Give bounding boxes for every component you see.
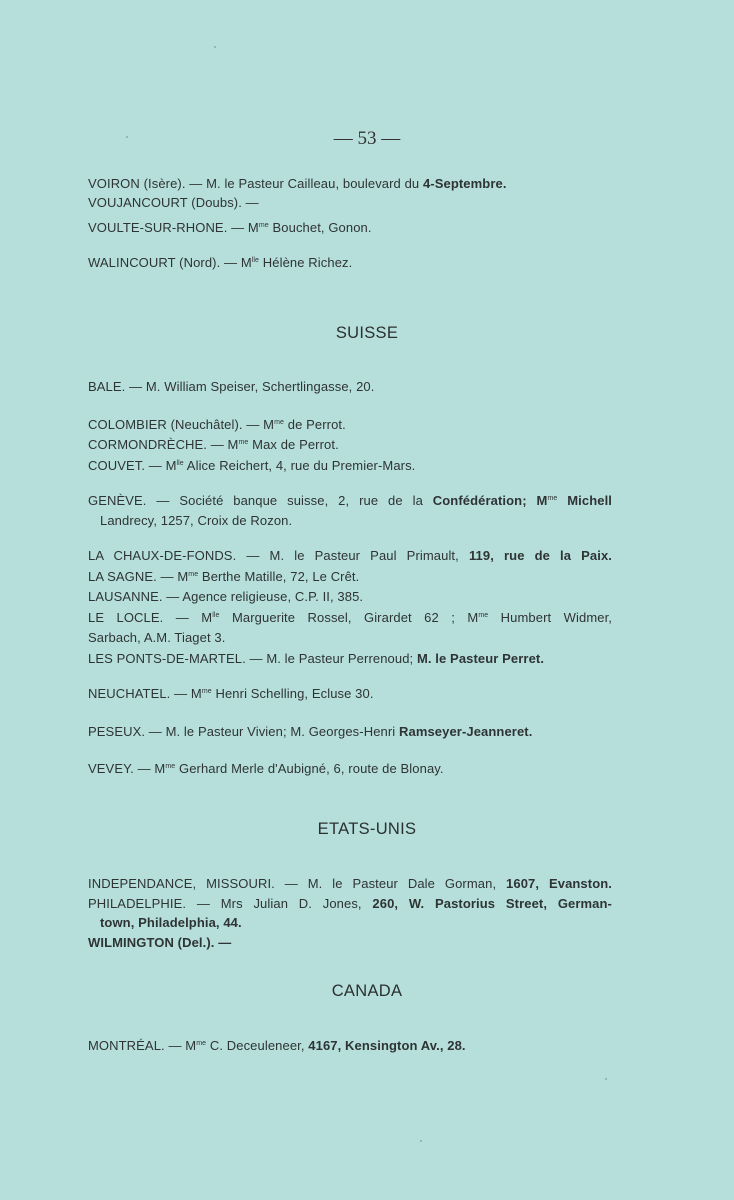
entry-cormondreche: CORMONDRÈCHE. — $M^{me}$ Max de Perrot.: [88, 437, 339, 452]
page-number: — 53 —: [333, 128, 401, 149]
paper-speck: [214, 46, 216, 48]
entry-philadelphie: PHILADELPHIE. — Mrs Julian D. Jones, 260, W. Pastorius Street, German-: [88, 896, 612, 911]
entry-peseux: PESEUX. — M. le Pasteur Vivien; M. Georges-Henri Ramseyer-Jeanneret.: [88, 724, 533, 739]
section-heading-suisse: SUISSE: [335, 324, 399, 342]
entry-voulte: VOULTE-SUR-RHONE. — $M^{me}$ Bouchet, Gonon.: [88, 220, 372, 235]
entry-le-locle: LE LOCLE. — $M^{lle}$ Marguerite Rossel, Girardet 62 ; $M^{me}$ Humbert Widmer,: [88, 610, 613, 625]
entry-les-ponts-de-martel: LES PONTS-DE-MARTEL. — M. le Pasteur Perrenoud; M. le Pasteur Perret.: [88, 651, 545, 666]
entry-wilmington: WILMINGTON (Del.). —: [88, 935, 232, 950]
entry-le-locle-cont: Sarbach, A.M. Tiaget 3.: [88, 630, 226, 645]
entry-la-chaux-de-fonds: LA CHAUX-DE-FONDS. — M. le Pasteur Paul Primault, 119, rue de la Paix.: [88, 548, 612, 563]
entry-walincourt: WALINCOURT (Nord). — $M^{lle}$ Hélène Richez.: [88, 255, 353, 270]
entry-la-sagne: LA SAGNE. — $M^{me}$ Berthe Matille, 72, Le Crêt.: [88, 569, 360, 584]
entry-geneve: GENÈVE. — Société banque suisse, 2, rue de la Confédération; $M^{me}$ Michell: [88, 493, 613, 508]
entry-colombier: COLOMBIER (Neuchâtel). — $M^{me}$ de Perrot.: [88, 417, 346, 432]
entry-philadelphie-cont: town, Philadelphia, 44.: [100, 915, 242, 930]
entry-bale: BALE. — M. William Speiser, Schertlingasse, 20.: [88, 379, 375, 394]
entry-vevey: VEVEY. — $M^{me}$ Gerhard Merle d'Aubigné, 6, route de Blonay.: [88, 761, 444, 776]
entry-lausanne: LAUSANNE. — Agence religieuse, C.P. II, 385.: [88, 589, 364, 604]
entry-voiron: VOIRON (Isère). — M. le Pasteur Cailleau, boulevard du 4-Septembre.: [88, 176, 507, 191]
paper-speck: [420, 1140, 422, 1142]
entry-geneve-cont: Landrecy, 1257, Croix de Rozon.: [100, 513, 293, 528]
section-heading-canada: CANADA: [331, 982, 403, 1000]
entry-montreal: MONTRÉAL. — $M^{me}$ C. Deceuleneer, 4167, Kensington Av., 28.: [88, 1038, 466, 1053]
paper-speck: [126, 136, 128, 138]
paper-speck: [605, 1078, 607, 1080]
entry-voujancourt: VOUJANCOURT (Doubs). —: [88, 195, 259, 210]
entry-couvet: COUVET. — $M^{lle}$ Alice Reichert, 4, rue du Premier-Mars.: [88, 458, 416, 473]
section-heading-etats-unis: ETATS-UNIS: [317, 820, 417, 838]
entry-independance: INDEPENDANCE, MISSOURI. — M. le Pasteur Dale Gorman, 1607, Evanston.: [88, 876, 612, 891]
entry-neuchatel: NEUCHATEL. — $M^{me}$ Henri Schelling, Ecluse 30.: [88, 686, 374, 701]
